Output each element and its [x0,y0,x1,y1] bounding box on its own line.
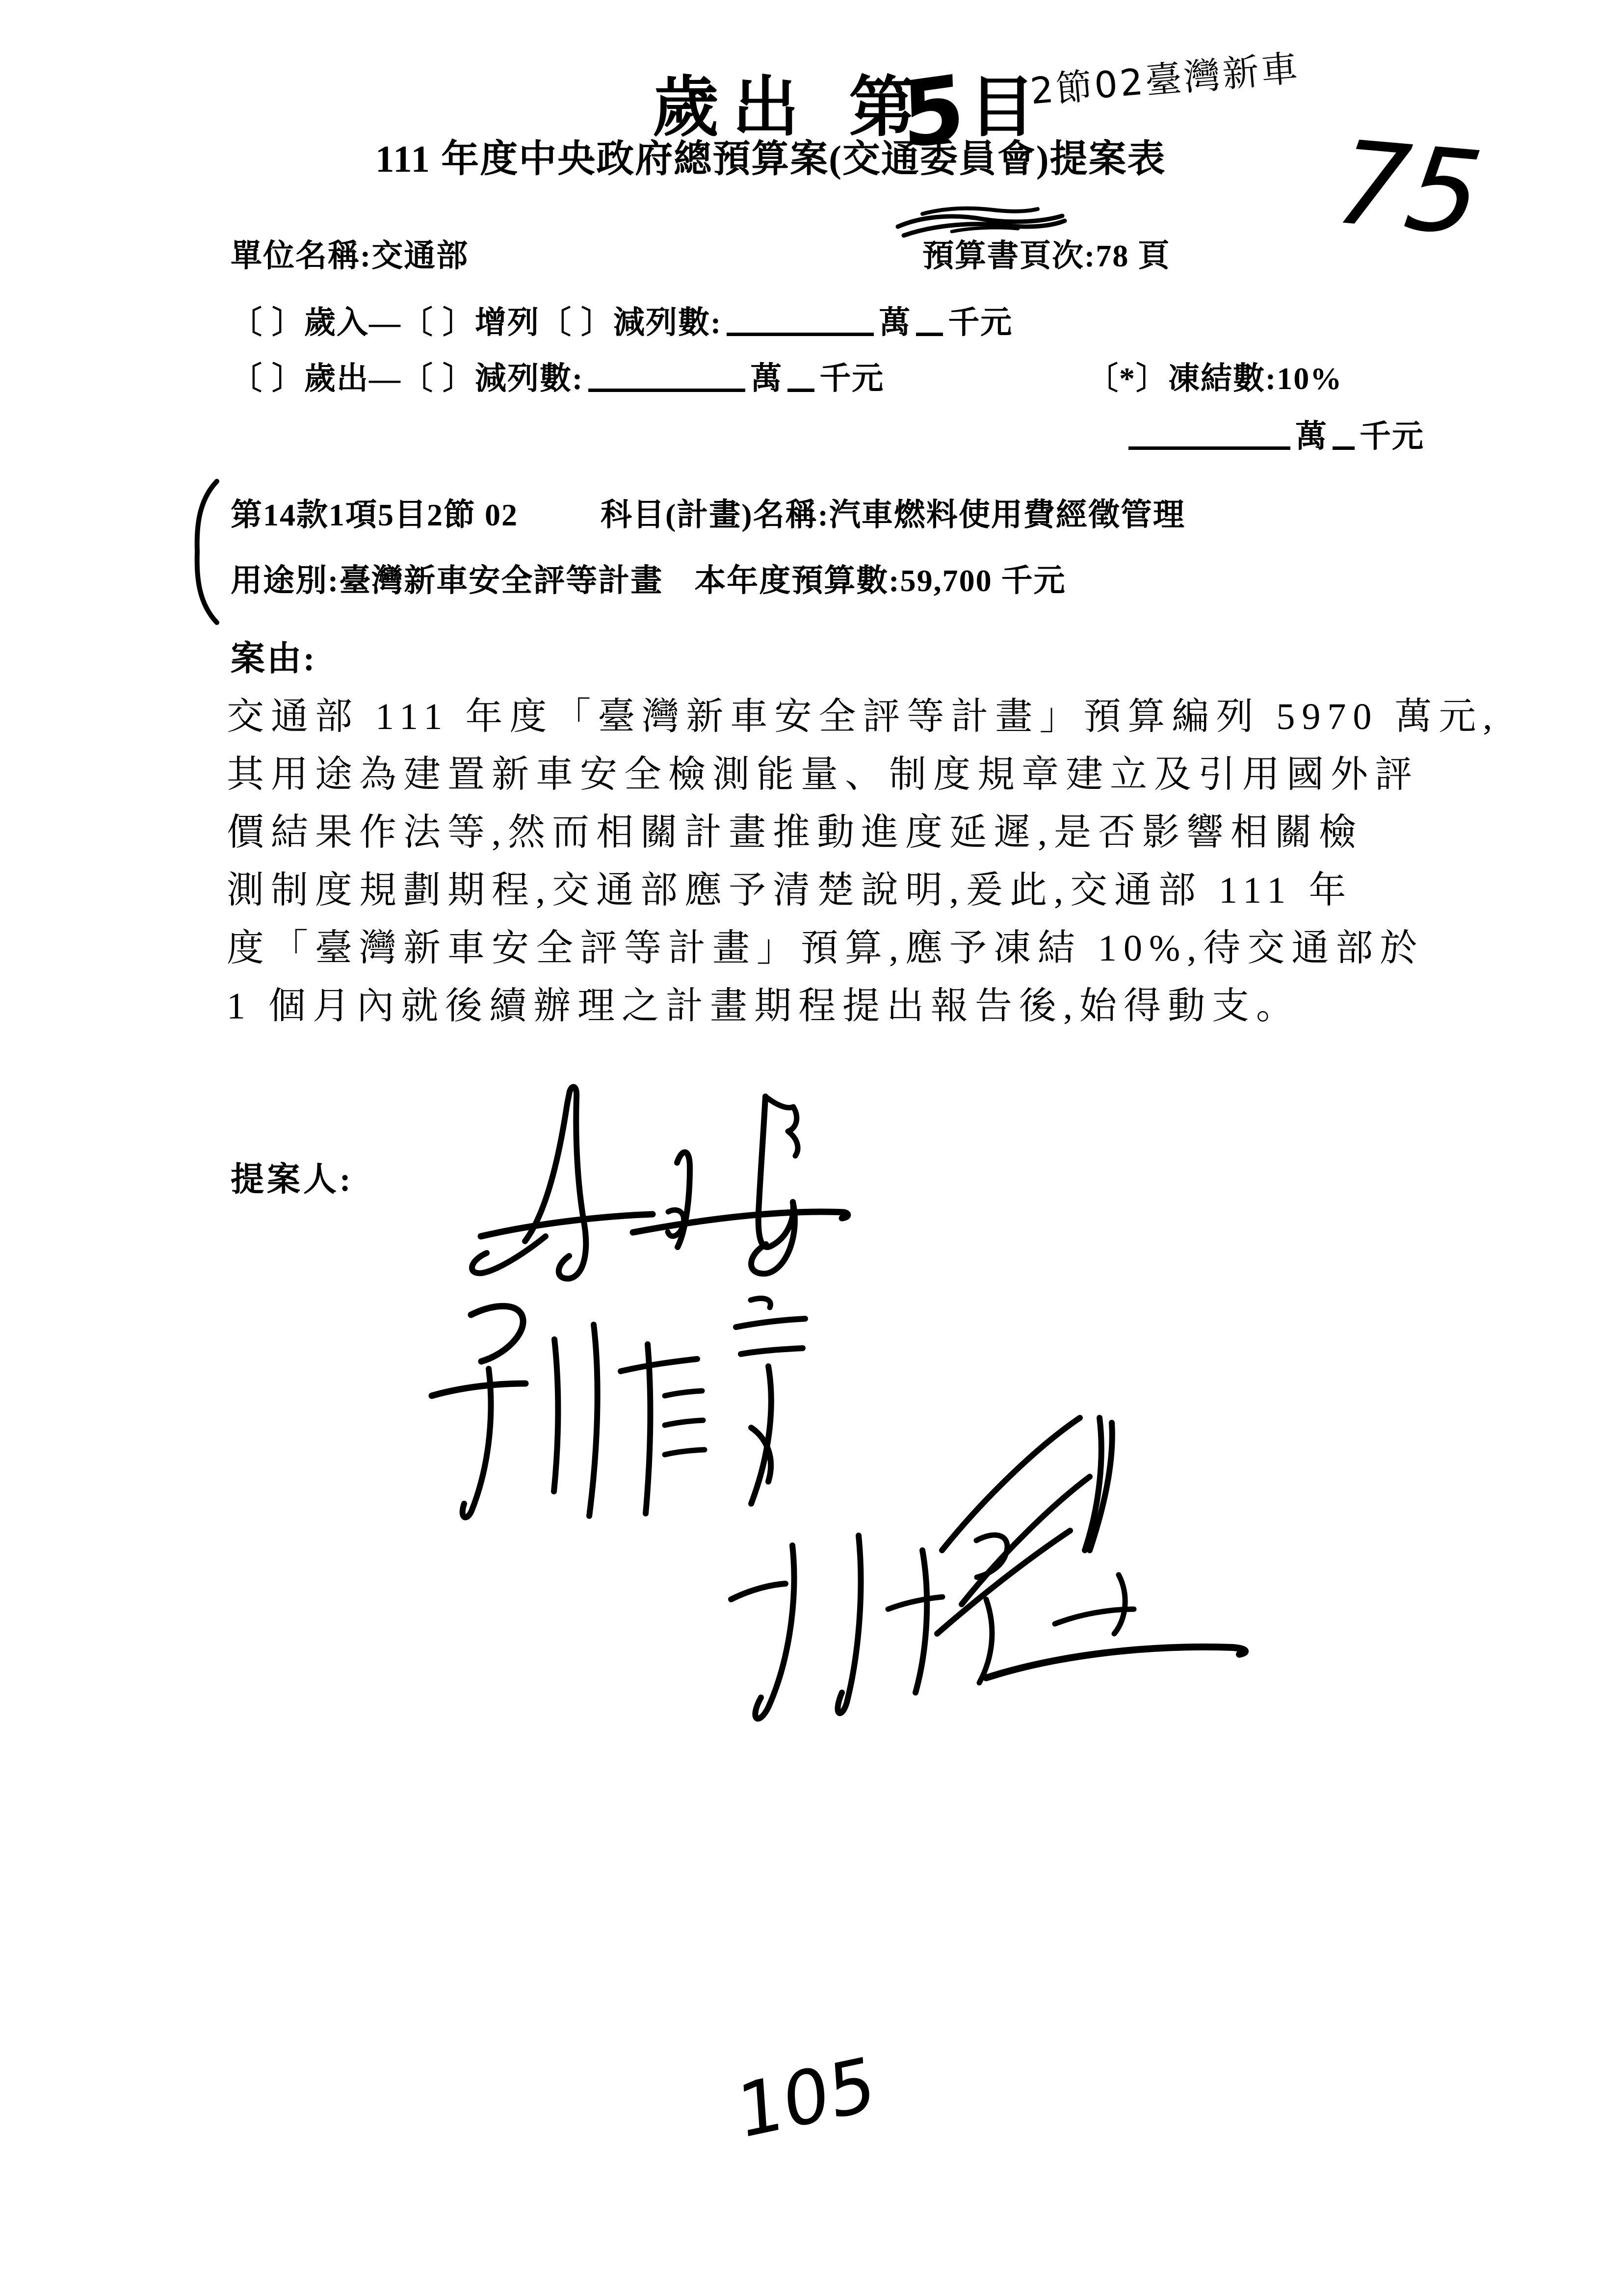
revenue-adjustment-label: 〔 〕歲入—〔 〕增列〔 〕減列數: [231,305,722,340]
case-line: 交通部 111 年度「臺灣新車安全評等計畫」預算編列 5970 萬元, [227,696,1499,737]
revenue-unit-wan: 萬 [879,305,912,340]
expenditure-amount-blank-small [787,389,814,392]
case-line: 其用途為建置新車安全檢測能量、制度規章建立及引用國外評 [227,754,1419,795]
subject-label: 科目(計畫)名稱: [601,497,829,532]
clause-left-bracket [191,478,221,626]
form-title: 111 年度中央政府總預算案(交通委員會)提案表 [375,138,1166,180]
case-line: 1 個月內就後續辦理之計畫期程提出報告後,始得動支。 [227,986,1300,1027]
handwritten-item-number: 5 [900,54,967,170]
usage-value: 臺灣新車安全評等計畫 [339,563,663,598]
item-number-prefix: 第 [849,72,915,145]
case-line: 價結果作法等,然而相關計畫推動進度延遲,是否影響相關檢 [227,812,1363,853]
freeze-checkbox-label: 〔*〕凍結數:10% [1087,361,1343,396]
freeze-amount-blank-small [1333,446,1355,450]
signature-2-drawing [397,1280,849,1531]
proposer-label: 提案人: [231,1161,354,1198]
expenditure-unit-wan: 萬 [750,361,783,396]
case-heading: 案由: [231,640,317,678]
signature-1-drawing [422,1074,854,1280]
usage-label: 用途別: [231,563,340,598]
subject-value: 汽車燃料使用費經徵管理 [829,497,1185,532]
case-line: 測制度規劃期程,交通部應予清楚說明,爰此,交通部 111 年 [227,870,1353,911]
clause-code-row [231,490,1185,535]
unit-name-row [231,231,469,276]
handwritten-page-number: 105 [734,2040,878,2156]
revenue-amount-blank [727,333,874,336]
freeze-amount-line [1124,411,1424,456]
freeze-unit-wan: 萬 [1295,419,1328,454]
signature-4-drawing [711,1516,1266,1737]
revenue-unit-qianyuan: 千元 [948,305,1013,340]
expenditure-amount-blank [588,389,745,392]
year-budget-label: 本年度預算數: [694,563,900,598]
budget-page-label: 預算書頁次: [922,238,1096,273]
section-title: 歲出 [653,72,812,145]
budget-page-row [922,231,1170,276]
expenditure-adjustment-label: 〔 〕歲出—〔 〕減列數: [231,361,584,396]
expenditure-unit-qianyuan: 千元 [819,361,885,396]
year-budget-value: 59,700 千元 [900,563,1066,598]
clause-usage-row [231,555,1066,600]
handwritten-margin-annotation: 2節02臺灣新車 [1028,47,1302,113]
expenditure-adjustment-line [231,353,1343,398]
revenue-amount-blank-small [916,333,943,336]
freeze-amount-blank [1128,446,1290,450]
unit-name-value: 交通部 [371,238,469,273]
handwritten-corner-number: 75 [1312,117,1504,261]
clause-code: 第14款1項5目2節 02 [231,497,518,532]
unit-name-label: 單位名稱: [231,238,372,273]
item-number-suffix: 目 [969,72,1035,145]
revenue-adjustment-line [231,297,1013,342]
case-paragraph [227,688,1499,1035]
budget-page-value: 78 頁 [1096,238,1171,273]
case-line: 度「臺灣新車安全評等計畫」預算,應予凍結 10%,待交通部於 [227,928,1424,969]
freeze-unit-qianyuan: 千元 [1360,419,1424,454]
